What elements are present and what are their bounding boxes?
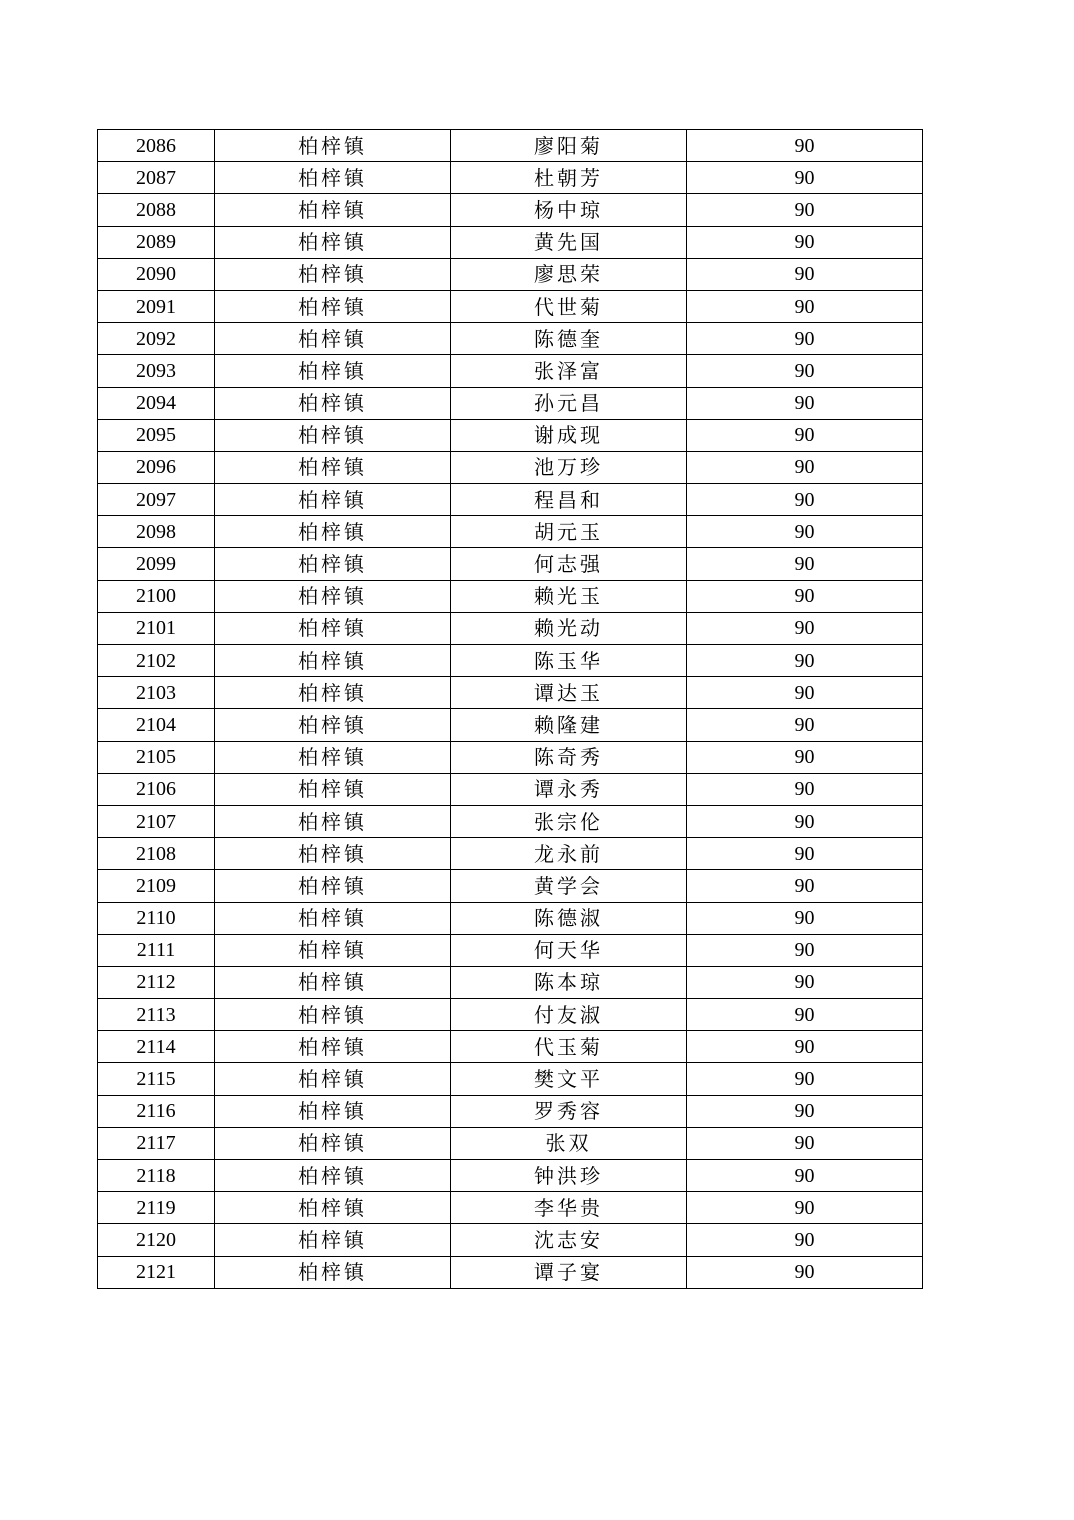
table-row bbox=[98, 612, 923, 644]
person-name-cell: 付友淑 bbox=[451, 999, 687, 1031]
row-number-cell: 2095 bbox=[98, 419, 215, 451]
town-cell: 柏梓镇 bbox=[215, 1160, 451, 1192]
row-number-cell: 2096 bbox=[98, 451, 215, 483]
row-number-cell: 2111 bbox=[98, 934, 215, 966]
person-name-cell: 陈本琼 bbox=[451, 966, 687, 998]
row-number-cell: 2112 bbox=[98, 966, 215, 998]
town-cell: 柏梓镇 bbox=[215, 290, 451, 322]
amount-cell: 90 bbox=[687, 1224, 923, 1256]
row-number-cell: 2103 bbox=[98, 677, 215, 709]
row-number-cell: 2115 bbox=[98, 1063, 215, 1095]
amount-cell: 90 bbox=[687, 355, 923, 387]
table-row bbox=[98, 226, 923, 258]
town-cell: 柏梓镇 bbox=[215, 612, 451, 644]
amount-cell: 90 bbox=[687, 1063, 923, 1095]
table-row bbox=[98, 1256, 923, 1288]
amount-cell: 90 bbox=[687, 612, 923, 644]
person-name-cell: 谢成现 bbox=[451, 419, 687, 451]
person-name-cell: 龙永前 bbox=[451, 838, 687, 870]
row-number-cell: 2110 bbox=[98, 902, 215, 934]
row-number-cell: 2086 bbox=[98, 130, 215, 162]
person-name-cell: 谭达玉 bbox=[451, 677, 687, 709]
person-name-cell: 杜朝芳 bbox=[451, 162, 687, 194]
town-cell: 柏梓镇 bbox=[215, 226, 451, 258]
town-cell: 柏梓镇 bbox=[215, 709, 451, 741]
amount-cell: 90 bbox=[687, 451, 923, 483]
table-row bbox=[98, 645, 923, 677]
person-name-cell: 沈志安 bbox=[451, 1224, 687, 1256]
row-number-cell: 2099 bbox=[98, 548, 215, 580]
row-number-cell: 2107 bbox=[98, 805, 215, 837]
row-number-cell: 2117 bbox=[98, 1127, 215, 1159]
table-row bbox=[98, 1031, 923, 1063]
person-name-cell: 陈德淑 bbox=[451, 902, 687, 934]
row-number-cell: 2089 bbox=[98, 226, 215, 258]
row-number-cell: 2094 bbox=[98, 387, 215, 419]
table-row bbox=[98, 999, 923, 1031]
table-row bbox=[98, 934, 923, 966]
town-cell: 柏梓镇 bbox=[215, 387, 451, 419]
town-cell: 柏梓镇 bbox=[215, 1256, 451, 1288]
row-number-cell: 2087 bbox=[98, 162, 215, 194]
row-number-cell: 2116 bbox=[98, 1095, 215, 1127]
town-cell: 柏梓镇 bbox=[215, 484, 451, 516]
table-row bbox=[98, 838, 923, 870]
table-row bbox=[98, 966, 923, 998]
row-number-cell: 2101 bbox=[98, 612, 215, 644]
row-number-cell: 2102 bbox=[98, 645, 215, 677]
person-name-cell: 张双 bbox=[451, 1127, 687, 1159]
person-name-cell: 樊文平 bbox=[451, 1063, 687, 1095]
person-name-cell: 陈德奎 bbox=[451, 323, 687, 355]
amount-cell: 90 bbox=[687, 162, 923, 194]
row-number-cell: 2109 bbox=[98, 870, 215, 902]
table-row bbox=[98, 870, 923, 902]
amount-cell: 90 bbox=[687, 1160, 923, 1192]
roster-table-body bbox=[98, 130, 923, 1289]
person-name-cell: 钟洪珍 bbox=[451, 1160, 687, 1192]
table-row bbox=[98, 355, 923, 387]
town-cell: 柏梓镇 bbox=[215, 580, 451, 612]
row-number-cell: 2119 bbox=[98, 1192, 215, 1224]
person-name-cell: 何天华 bbox=[451, 934, 687, 966]
amount-cell: 90 bbox=[687, 548, 923, 580]
town-cell: 柏梓镇 bbox=[215, 355, 451, 387]
person-name-cell: 杨中琼 bbox=[451, 194, 687, 226]
amount-cell: 90 bbox=[687, 709, 923, 741]
person-name-cell: 何志强 bbox=[451, 548, 687, 580]
amount-cell: 90 bbox=[687, 934, 923, 966]
table-row bbox=[98, 419, 923, 451]
amount-cell: 90 bbox=[687, 805, 923, 837]
amount-cell: 90 bbox=[687, 966, 923, 998]
table-row bbox=[98, 1192, 923, 1224]
table-row bbox=[98, 709, 923, 741]
table-row bbox=[98, 741, 923, 773]
town-cell: 柏梓镇 bbox=[215, 1095, 451, 1127]
town-cell: 柏梓镇 bbox=[215, 162, 451, 194]
row-number-cell: 2090 bbox=[98, 258, 215, 290]
row-number-cell: 2098 bbox=[98, 516, 215, 548]
town-cell: 柏梓镇 bbox=[215, 677, 451, 709]
town-cell: 柏梓镇 bbox=[215, 805, 451, 837]
table-row bbox=[98, 902, 923, 934]
town-cell: 柏梓镇 bbox=[215, 258, 451, 290]
town-cell: 柏梓镇 bbox=[215, 1224, 451, 1256]
amount-cell: 90 bbox=[687, 194, 923, 226]
amount-cell: 90 bbox=[687, 258, 923, 290]
row-number-cell: 2121 bbox=[98, 1256, 215, 1288]
person-name-cell: 程昌和 bbox=[451, 484, 687, 516]
amount-cell: 90 bbox=[687, 870, 923, 902]
amount-cell: 90 bbox=[687, 419, 923, 451]
town-cell: 柏梓镇 bbox=[215, 902, 451, 934]
town-cell: 柏梓镇 bbox=[215, 741, 451, 773]
person-name-cell: 谭永秀 bbox=[451, 773, 687, 805]
amount-cell: 90 bbox=[687, 130, 923, 162]
table-row bbox=[98, 1095, 923, 1127]
town-cell: 柏梓镇 bbox=[215, 194, 451, 226]
table-row bbox=[98, 194, 923, 226]
person-name-cell: 李华贵 bbox=[451, 1192, 687, 1224]
table-row bbox=[98, 290, 923, 322]
amount-cell: 90 bbox=[687, 516, 923, 548]
person-name-cell: 罗秀容 bbox=[451, 1095, 687, 1127]
table-row bbox=[98, 1063, 923, 1095]
person-name-cell: 赖光玉 bbox=[451, 580, 687, 612]
row-number-cell: 2105 bbox=[98, 741, 215, 773]
table-row bbox=[98, 805, 923, 837]
table-row bbox=[98, 773, 923, 805]
person-name-cell: 胡元玉 bbox=[451, 516, 687, 548]
amount-cell: 90 bbox=[687, 773, 923, 805]
row-number-cell: 2108 bbox=[98, 838, 215, 870]
person-name-cell: 廖阳菊 bbox=[451, 130, 687, 162]
amount-cell: 90 bbox=[687, 1031, 923, 1063]
amount-cell: 90 bbox=[687, 645, 923, 677]
town-cell: 柏梓镇 bbox=[215, 323, 451, 355]
person-name-cell: 孙元昌 bbox=[451, 387, 687, 419]
person-name-cell: 张泽富 bbox=[451, 355, 687, 387]
amount-cell: 90 bbox=[687, 902, 923, 934]
row-number-cell: 2100 bbox=[98, 580, 215, 612]
table-row bbox=[98, 387, 923, 419]
town-cell: 柏梓镇 bbox=[215, 999, 451, 1031]
table-row bbox=[98, 1127, 923, 1159]
row-number-cell: 2097 bbox=[98, 484, 215, 516]
person-name-cell: 谭子宴 bbox=[451, 1256, 687, 1288]
amount-cell: 90 bbox=[687, 1192, 923, 1224]
row-number-cell: 2091 bbox=[98, 290, 215, 322]
amount-cell: 90 bbox=[687, 677, 923, 709]
amount-cell: 90 bbox=[687, 290, 923, 322]
town-cell: 柏梓镇 bbox=[215, 966, 451, 998]
table-row bbox=[98, 516, 923, 548]
town-cell: 柏梓镇 bbox=[215, 130, 451, 162]
row-number-cell: 2093 bbox=[98, 355, 215, 387]
table-row bbox=[98, 323, 923, 355]
roster-table bbox=[97, 129, 923, 1289]
person-name-cell: 廖思荣 bbox=[451, 258, 687, 290]
town-cell: 柏梓镇 bbox=[215, 451, 451, 483]
table-row bbox=[98, 580, 923, 612]
table-row bbox=[98, 451, 923, 483]
table-row bbox=[98, 162, 923, 194]
person-name-cell: 代玉菊 bbox=[451, 1031, 687, 1063]
person-name-cell: 代世菊 bbox=[451, 290, 687, 322]
amount-cell: 90 bbox=[687, 1127, 923, 1159]
row-number-cell: 2114 bbox=[98, 1031, 215, 1063]
town-cell: 柏梓镇 bbox=[215, 419, 451, 451]
town-cell: 柏梓镇 bbox=[215, 1031, 451, 1063]
town-cell: 柏梓镇 bbox=[215, 773, 451, 805]
amount-cell: 90 bbox=[687, 387, 923, 419]
table-row bbox=[98, 258, 923, 290]
amount-cell: 90 bbox=[687, 1256, 923, 1288]
person-name-cell: 池万珍 bbox=[451, 451, 687, 483]
person-name-cell: 陈奇秀 bbox=[451, 741, 687, 773]
person-name-cell: 赖光动 bbox=[451, 612, 687, 644]
amount-cell: 90 bbox=[687, 580, 923, 612]
town-cell: 柏梓镇 bbox=[215, 838, 451, 870]
town-cell: 柏梓镇 bbox=[215, 516, 451, 548]
amount-cell: 90 bbox=[687, 484, 923, 516]
row-number-cell: 2120 bbox=[98, 1224, 215, 1256]
amount-cell: 90 bbox=[687, 741, 923, 773]
row-number-cell: 2104 bbox=[98, 709, 215, 741]
row-number-cell: 2118 bbox=[98, 1160, 215, 1192]
table-row bbox=[98, 677, 923, 709]
person-name-cell: 陈玉华 bbox=[451, 645, 687, 677]
table-row bbox=[98, 1224, 923, 1256]
table-row bbox=[98, 548, 923, 580]
amount-cell: 90 bbox=[687, 838, 923, 870]
amount-cell: 90 bbox=[687, 999, 923, 1031]
amount-cell: 90 bbox=[687, 1095, 923, 1127]
table-row bbox=[98, 484, 923, 516]
amount-cell: 90 bbox=[687, 226, 923, 258]
row-number-cell: 2106 bbox=[98, 773, 215, 805]
amount-cell: 90 bbox=[687, 323, 923, 355]
person-name-cell: 黄学会 bbox=[451, 870, 687, 902]
town-cell: 柏梓镇 bbox=[215, 1192, 451, 1224]
town-cell: 柏梓镇 bbox=[215, 870, 451, 902]
town-cell: 柏梓镇 bbox=[215, 645, 451, 677]
town-cell: 柏梓镇 bbox=[215, 548, 451, 580]
table-row bbox=[98, 1160, 923, 1192]
town-cell: 柏梓镇 bbox=[215, 934, 451, 966]
person-name-cell: 黄先国 bbox=[451, 226, 687, 258]
row-number-cell: 2092 bbox=[98, 323, 215, 355]
town-cell: 柏梓镇 bbox=[215, 1063, 451, 1095]
row-number-cell: 2088 bbox=[98, 194, 215, 226]
person-name-cell: 张宗伦 bbox=[451, 805, 687, 837]
table-row bbox=[98, 130, 923, 162]
person-name-cell: 赖隆建 bbox=[451, 709, 687, 741]
town-cell: 柏梓镇 bbox=[215, 1127, 451, 1159]
row-number-cell: 2113 bbox=[98, 999, 215, 1031]
